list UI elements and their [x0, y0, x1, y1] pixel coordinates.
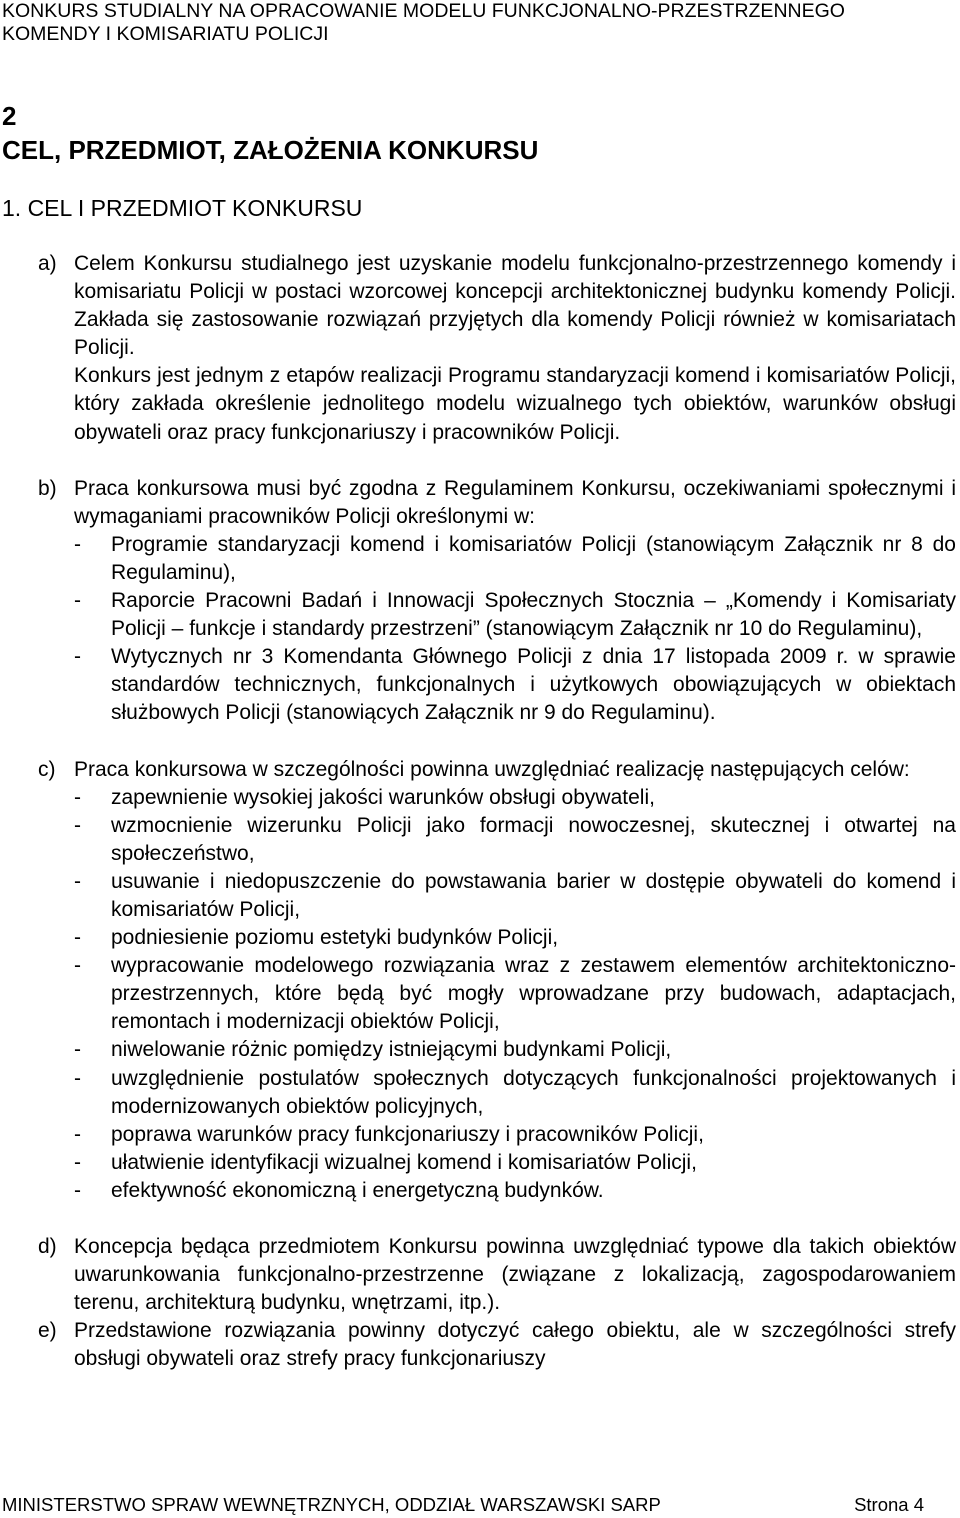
subsection-title: 1. CEL I PRZEDMIOT KONKURSU	[2, 195, 363, 221]
item-label: d)	[38, 1235, 57, 1258]
list-item: - zapewnienie wysokiej jakości warunków obsługi obywateli,	[74, 785, 655, 809]
header-line-2: KOMENDY I KOMISARIATU POLICJI	[2, 23, 329, 45]
item-c	[38, 756, 956, 1206]
list-item: - Raporcie Pracowni Badań i Innowacji Społecznych Stocznia – „Komendy i Komisariaty Policji – funkcje i standardy przestrzeni” (stanowiącym Załącznik nr 10 do Regulaminu),	[74, 589, 956, 641]
item-label: c)	[38, 757, 56, 781]
paragraph: Celem Konkursu studialnego jest uzyskanie modelu funkcjonalno-przestrzennego komendy i komisariatu Policji w postaci wzorcowej koncepcji architektonicznej budynku komendy Policji. Zakłada się zastosowanie rozwiązań przyjętych dla komendy Policji również w komisariatach Policji.	[74, 252, 956, 360]
list-item: - Wytycznych nr 3 Komendanta Głównego Policji z dnia 17 listopada 2009 r. w sprawie standardów technicznych, funkcjonalnych i użytkowych obowiązujących w obiektach służbowych Policji (stanowiących Załącznik nr 9 do Regulaminu).	[74, 645, 956, 725]
paragraph: Przedstawione rozwiązania powinny dotyczyć całego obiektu, ale w szczególności strefy obsługi obywateli oraz strefy pracy funkcjonariuszy	[74, 1319, 956, 1371]
footer-organization: MINISTERSTWO SPRAW WEWNĘTRZNYCH, ODDZIAŁ WARSZAWSKI SARP	[2, 1494, 661, 1515]
list-item: - poprawa warunków pracy funkcjonariuszy i pracowników Policji,	[74, 1122, 704, 1146]
list-item: - wypracowanie modelowego rozwiązania wraz z zestawem elementów architektoniczno-przestrzennych, które będą być mogły wprowadzane przy budowach, adaptacjach, remontach i modernizacji obiektów Policji,	[74, 954, 956, 1034]
list-item: - podniesienie poziomu estetyki budynków Policji,	[74, 926, 559, 950]
list-item: - Programie standaryzacji komend i komisariatów Policji (stanowiącym Załącznik nr 8 do Regulaminu),	[74, 532, 956, 584]
page-header	[2, 0, 845, 46]
paragraph: Praca konkursowa musi być zgodna z Regulaminem Konkursu, oczekiwaniami społecznymi i wymaganiami pracowników Policji określonymi w:	[74, 476, 956, 528]
page-number: Strona 4	[854, 1494, 924, 1515]
section-title: CEL, PRZEDMIOT, ZAŁOŻENIA KONKURSU	[2, 135, 539, 165]
item-a	[38, 250, 956, 447]
document-body	[38, 250, 956, 1373]
list-item: - usuwanie i niedopuszczenie do powstawania barier w dostępie obywateli do komend i komisariatów Policji,	[74, 869, 956, 921]
bullet-list	[74, 531, 956, 728]
list-item: - efektywność ekonomiczną i energetyczną budynków.	[74, 1178, 604, 1202]
paragraph: Koncepcja będąca przedmiotem Konkursu powinna uwzględniać typowe dla takich obiektów uwarunkowania funkcjonalno-przestrzenne (związane z lokalizacją, zagospodarowaniem terenu, architekturą budynku, wnętrzami, itp.).	[74, 1235, 956, 1315]
page-footer	[2, 1494, 924, 1516]
paragraph: Praca konkursowa w szczególności powinna uwzględniać realizację następujących celów:	[74, 757, 910, 781]
item-label: a)	[38, 252, 57, 275]
header-line-1: KONKURS STUDIALNY NA OPRACOWANIE MODELU FUNKCJONALNO-PRZESTRZENNEGO	[2, 0, 845, 22]
item-b	[38, 475, 956, 728]
list-item: - uwzględnienie postulatów społecznych dotyczących funkcjonalności projektowanych i modernizowanych obiektów policyjnych,	[74, 1066, 956, 1118]
list-item: - ułatwienie identyfikacji wizualnej komend i komisariatów Policji,	[74, 1150, 697, 1174]
bullet-list	[74, 784, 956, 1205]
paragraph: Konkurs jest jednym z etapów realizacji Programu standaryzacji komend i komisariatów Policji, który zakłada określenie jednolitego modelu wizualnego tych obiektów, warunków obsługi obywateli oraz pracy funkcjonariuszy i pracowników Policji.	[74, 364, 956, 444]
list-item: - niwelowanie różnic pomiędzy istniejącymi budynkami Policji,	[74, 1038, 672, 1062]
section-number: 2	[2, 101, 17, 131]
item-d	[38, 1233, 956, 1317]
item-e	[38, 1317, 956, 1373]
list-item: - wzmocnienie wizerunku Policji jako formacji nowoczesnej, skutecznej i otwartej na społeczeństwo,	[74, 813, 956, 865]
item-label: b)	[38, 476, 57, 500]
item-label: e)	[38, 1319, 57, 1343]
